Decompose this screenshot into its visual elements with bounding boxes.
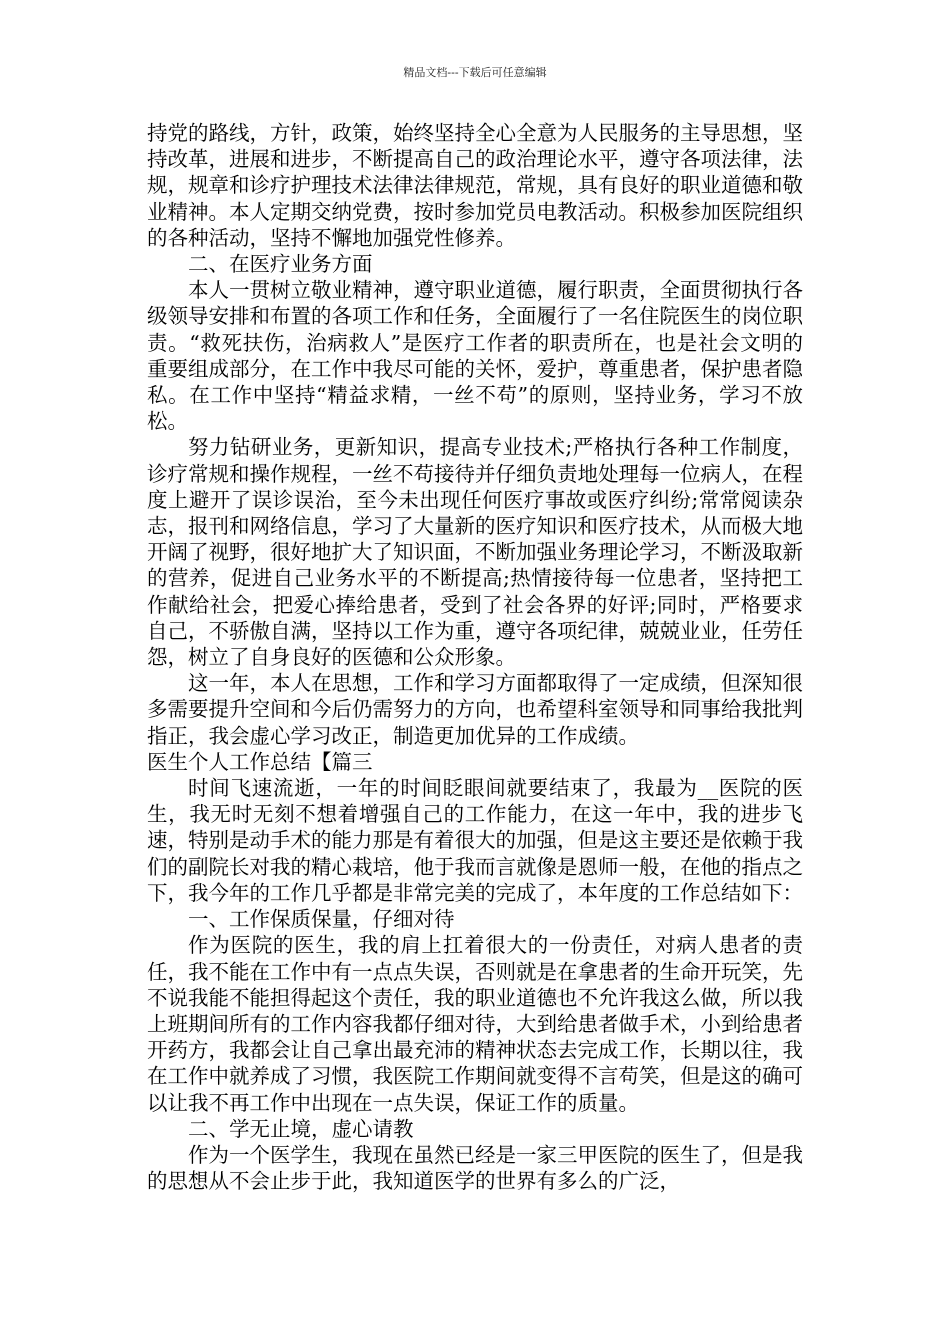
- page-header: 精品文档---下载后可任意编辑: [403, 66, 547, 79]
- paragraph: 这一年，本人在思想，工作和学习方面都取得了一定成绩，但深知很多需要提升空间和今后仍需努力的方向，也希望科室领导和同事给我批判指正，我会虚心学习改正，制造更加优异的工作成绩。: [147, 671, 803, 748]
- article-title: 医生个人工作总结【篇三: [147, 749, 373, 774]
- paragraph: 作为一个医学生，我现在虽然已经是一家三甲医院的医生了，但是我的思想从不会止步于此，我知道医学的世界有多么的广泛，: [147, 1142, 803, 1194]
- paragraph: 努力钻研业务，更新知识，提高专业技术;严格执行各种工作制度，诊疗常规和操作规程，一丝不苟接待并仔细负责地处理每一位病人，在程度上避开了误诊误治，至今未出现任何医疗事故或医疗纠纷;常常阅读杂志，报刊和网络信息，学习了大量新的医疗知识和医疗技术，从而极大地开阔了视野，很好地扩大了知识面，不断加强业务理论学习，不断汲取新的营养，促进自己业务水平的不断提高;热情接待每一位患者，坚持把工作献给社会，把爱心捧给患者，受到了社会各界的好评;同时，严格要求自己，不骄傲自满，坚持以工作为重，遵守各项纪律，兢兢业业，任劳任怨，树立了自身良好的医德和公众形象。: [147, 435, 803, 670]
- section-heading: 一、工作保质保量，仔细对待: [188, 907, 455, 932]
- document-body: [147, 120, 803, 1194]
- paragraph: 本人一贯树立敬业精神，遵守职业道德，履行职责，全面贯彻执行各级领导安排和布置的各项工作和任务，全面履行了一名住院医生的岗位职责。“救死扶伤，治病救人”是医疗工作者的职责所在，也是社会文明的重要组成部分，在工作中我尽可能的关怀，爱护，尊重患者，保护患者隐私。在工作中坚持“精益求精，一丝不苟”的原则，坚持业务，学习不放松。: [147, 278, 803, 434]
- paragraph: 作为医院的医生，我的肩上扛着很大的一份责任，对病人患者的责任，我不能在工作中有一点点失误，否则就是在拿患者的生命开玩笑，先不说我能不能担得起这个责任，我的职业道德也不允许我这么做，所以我上班期间所有的工作内容我都仔细对待，大到给患者做手术，小到给患者开药方，我都会让自己拿出最充沛的精神状态去完成工作，长期以往，我在工作中就养成了习惯，我医院工作期间就变得不言苟笑，但是这的确可以让我不再工作中出现在一点失误，保证工作的质量。: [147, 933, 803, 1115]
- section-heading: 二、在医疗业务方面: [188, 252, 373, 277]
- section-heading: 二、学无止境，虚心请教: [188, 1116, 414, 1141]
- paragraph: 持党的路线，方针，政策，始终坚持全心全意为人民服务的主导思想，坚持改革，进展和进步，不断提高自己的政治理论水平，遵守各项法律，法规，规章和诊疗护理技术法律法律规范，常规，具有良好的职业道德和敬业精神。本人定期交纳党费，按时参加党员电教活动。积极参加医院组织的各种活动，坚持不懈地加强党性修养。: [147, 121, 803, 250]
- paragraph: 时间飞速流逝，一年的时间眨眼间就要结束了，我最为__医院的医生，我无时无刻不想着增强自己的工作能力，在这一年中，我的进步飞速，特别是动手术的能力那是有着很大的加强，但是这主要还是依赖于我们的副院长对我的精心栽培，他于我而言就像是恩师一般，在他的指点之下，我今年的工作几乎都是非常完美的完成了，本年度的工作总结如下：: [147, 776, 803, 905]
